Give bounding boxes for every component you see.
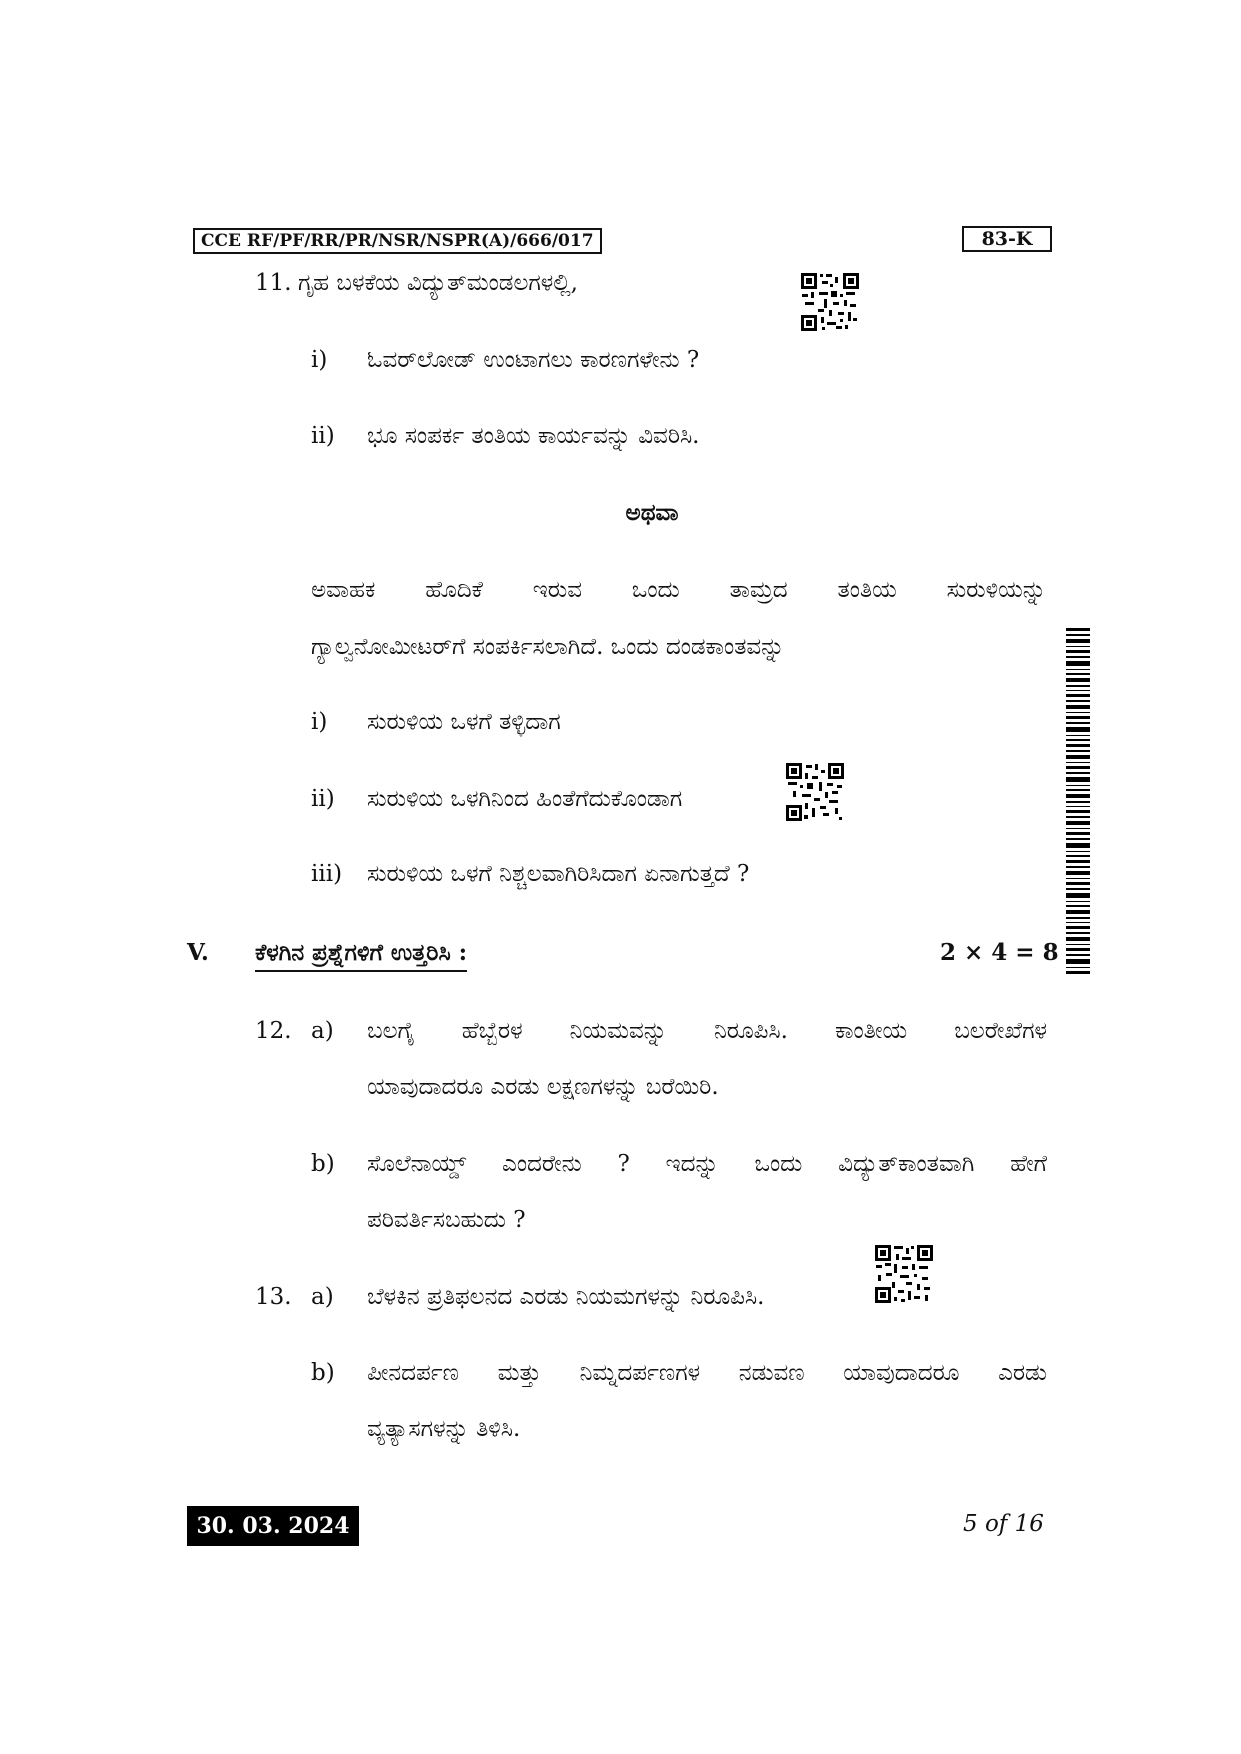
- q11-alt-stem-line: ಅವಾಹಕ ಹೊದಿಕೆ ಇರುವ ಒಂದು ತಾಮ್ರದ ತಂತಿಯ ಸುರುಳಿಯನ್ನು: [311, 577, 1046, 603]
- qr-code-icon: [800, 272, 860, 332]
- q11-alt-part-text: ಸುರುಳಿಯ ಒಳಗೆ ನಿಶ್ಚಲವಾಗಿರಿಸಿದಾಗ ಏನಾಗುತ್ತದೆ ?: [367, 861, 750, 887]
- q12-number: 12.: [255, 1018, 292, 1044]
- qr-code-icon: [874, 1244, 934, 1304]
- q13-b-label: b): [311, 1360, 335, 1386]
- q11-alt-part-label: i): [311, 709, 328, 735]
- q11-part-text: ಭೂ ಸಂಪರ್ಕ ತಂತಿಯ ಕಾರ್ಯವನ್ನು ವಿವರಿಸಿ.: [367, 423, 700, 449]
- section-heading: ಕೆಳಗಿನ ಪ್ರಶ್ನೆಗಳಿಗೆ ಉತ್ತರಿಸಿ :: [255, 938, 467, 972]
- q11-stem: ಗೃಹ ಬಳಕೆಯ ವಿದ್ಯುತ್‌ಮಂಡಲಗಳಲ್ಲಿ,: [298, 270, 578, 296]
- q11-alt-part-label: ii): [311, 786, 335, 812]
- q12-b-label: b): [311, 1151, 335, 1177]
- q11-alt-stem-line: ಗ್ಯಾಲ್ವನೋಮೀಟರ್‌ಗೆ ಸಂಪರ್ಕಿಸಲಾಗಿದೆ. ಒಂದು ದಂಡಕಾಂತವನ್ನು: [311, 634, 785, 660]
- q11-alt-part-text: ಸುರುಳಿಯ ಒಳಗಿನಿಂದ ಹಿಂತೆಗೆದುಕೊಂಡಾಗ: [367, 786, 683, 812]
- q12-a-text-line: ಯಾವುದಾದರೂ ಎರಡು ಲಕ್ಷಣಗಳನ್ನು ಬರೆಯಿರಿ.: [367, 1074, 719, 1100]
- q11-alt-part-label: iii): [311, 861, 343, 887]
- page-code: 83-K: [962, 226, 1052, 252]
- q12-b-text-line: ಸೊಲೆನಾಯ್ಡ್ ಎಂದರೇನು ? ಇದನ್ನು ಒಂದು ವಿದ್ಯುತ್‌ಕಾಂತವಾಗಿ ಹೇಗೆ: [367, 1151, 1047, 1177]
- barcode-icon: [1066, 628, 1090, 976]
- q12-b-text-line: ಪರಿವರ್ತಿಸಬಹುದು ?: [367, 1207, 526, 1233]
- section-number: V.: [187, 939, 209, 966]
- exam-date: 30. 03. 2024: [187, 1506, 359, 1546]
- q11-part-text: ಓವರ್‌ಲೋಡ್ ಉಂಟಾಗಲು ಕಾರಣಗಳೇನು ?: [367, 347, 700, 373]
- q11-number: 11.: [255, 270, 292, 296]
- page-number: 5 of 16: [963, 1511, 1044, 1537]
- qr-code-icon: [785, 762, 845, 822]
- q13-number: 13.: [255, 1284, 292, 1310]
- q11-part-label: ii): [311, 423, 335, 449]
- section-marks: 2 × 4 = 8: [940, 939, 1059, 966]
- q13-b-text-line: ವ್ಯತ್ಯಾಸಗಳನ್ನು ತಿಳಿಸಿ.: [367, 1416, 521, 1442]
- q13-b-text-line: ಪೀನದರ್ಪಣ ಮತ್ತು ನಿಮ್ನದರ್ಪಣಗಳ ನಡುವಣ ಯಾವುದಾದರೂ ಎರಡು: [367, 1360, 1047, 1386]
- q11-part-label: i): [311, 347, 328, 373]
- q13-a-label: a): [311, 1284, 334, 1310]
- paper-code: CCE RF/PF/RR/PR/NSR/NSPR(A)/666/017: [193, 228, 602, 254]
- q13-a-text-line: ಬೆಳಕಿನ ಪ್ರತಿಫಲನದ ಎರಡು ನಿಯಮಗಳನ್ನು ನಿರೂಪಿಸಿ.: [367, 1284, 765, 1310]
- q12-a-label: a): [311, 1018, 334, 1044]
- q11-alt-part-text: ಸುರುಳಿಯ ಒಳಗೆ ತಳ್ಳಿದಾಗ: [367, 709, 561, 735]
- or-label: ಅಥವಾ: [625, 499, 679, 526]
- q12-a-text-line: ಬಲಗೈ ಹೆಬ್ಬೆರಳ ನಿಯಮವನ್ನು ನಿರೂಪಿಸಿ. ಕಾಂತೀಯ ಬಲರೇಖೆಗಳ: [367, 1018, 1047, 1044]
